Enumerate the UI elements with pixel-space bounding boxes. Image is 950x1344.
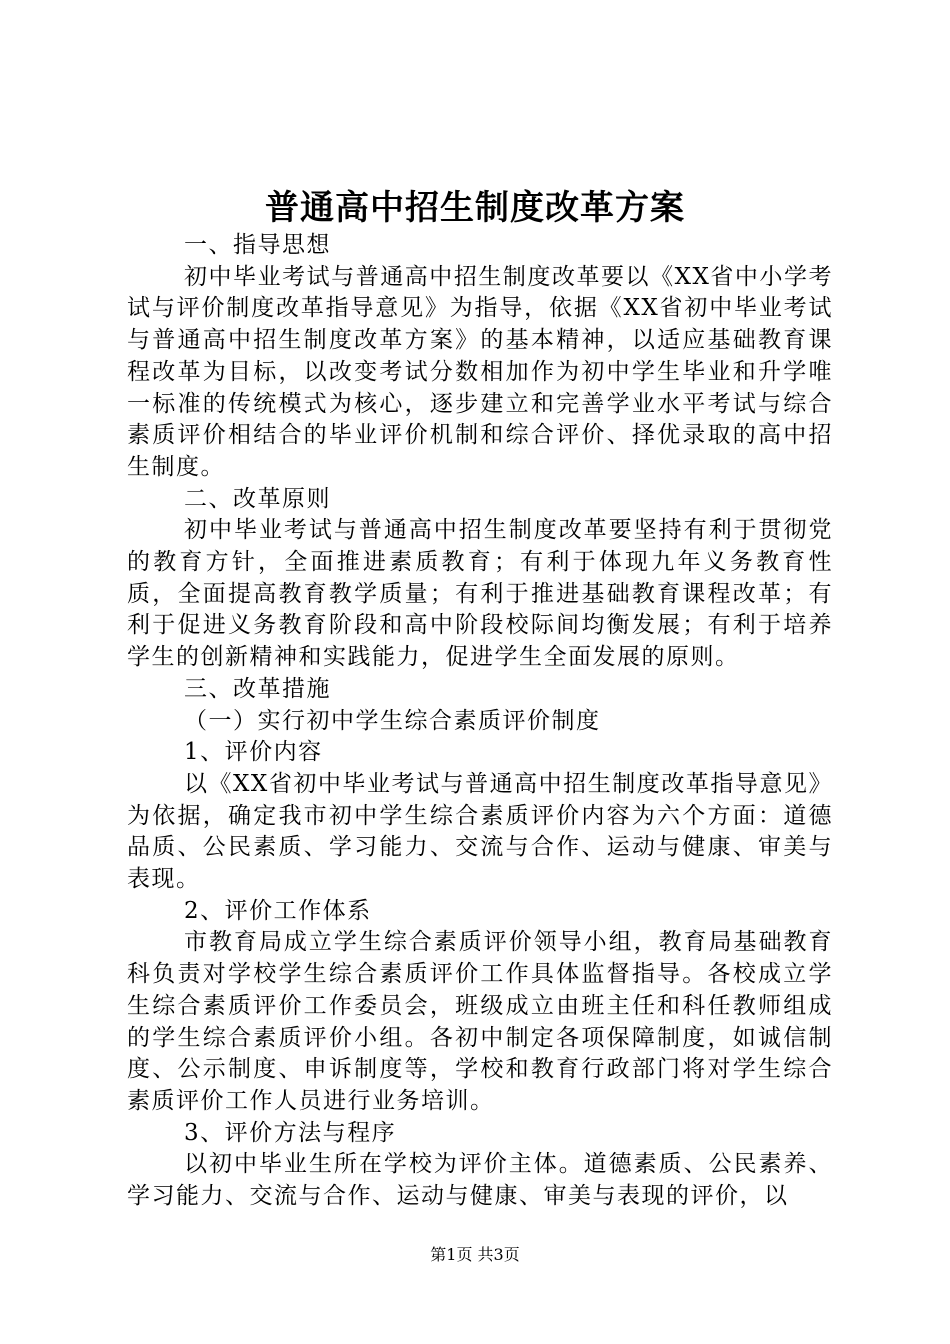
body-paragraph: 市教育局成立学生综合素质评价领导小组，教育局基础教育科负责对学校学生综合素质评价工作具体监督指导。各校成立学生综合素质评价工作委员会，班级成立由班主任和科任教师组成的学生综合素质评价小组。各初中制定各项保障制度，如诚信制度、公示制度、申诉制度等，学校和教育行政部门将对学生综合素质评价工作人员进行业务培训。 <box>127 929 833 1114</box>
document-title: 普通高中招生制度改革方案 <box>265 188 685 228</box>
body-paragraph: 初中毕业考试与普通高中招生制度改革要坚持有利于贯彻党的教育方针，全面推进素质教育；有利于体现九年义务教育性质，全面提高教育教学质量；有利于推进基础教育课程改革；有利于促进义务教育阶段和高中阶段校际间均衡发展；有利于培养学生的创新精神和实践能力，促进学生全面发展的原则。 <box>127 517 833 671</box>
section-heading: 一、指导思想 <box>184 232 331 258</box>
subsection-heading: （一）实行初中学生综合素质评价制度 <box>184 707 601 734</box>
body-paragraph: 以初中毕业生所在学校为评价主体。道德素质、公民素养、学习能力、交流与合作、运动与健康、审美与表现的评价，以 <box>127 1151 833 1210</box>
section-heading: 二、改革原则 <box>184 485 331 512</box>
item-heading: 2、评价工作体系 <box>184 897 372 924</box>
section-heading: 三、改革措施 <box>184 675 331 702</box>
body-paragraph: 以《XX省初中毕业考试与普通高中招生制度改革指导意见》为依据，确定我市初中学生综合素质评价内容为六个方面：道德品质、公民素质、学习能力、交流与合作、运动与健康、审美与表现。 <box>127 770 833 893</box>
document-body <box>127 230 833 1213</box>
body-paragraph: 初中毕业考试与普通高中招生制度改革要以《XX省中小学考试与评价制度改革指导意见》为指导，依据《XX省初中毕业考试与普通高中招生制度改革方案》的基本精神，以适应基础教育课程改革为目标，以改变考试分数相加作为初中学生毕业和升学唯一标准的传统模式为核心，逐步建立和完善学业水平考试与综合素质评价相结合的毕业评价机制和综合评价、择优录取的高中招生制度。 <box>127 263 833 480</box>
page-number-footer: 第1页 共3页 <box>430 1245 520 1264</box>
item-heading: 3、评价方法与程序 <box>184 1119 397 1146</box>
item-heading: 1、评价内容 <box>184 739 323 766</box>
